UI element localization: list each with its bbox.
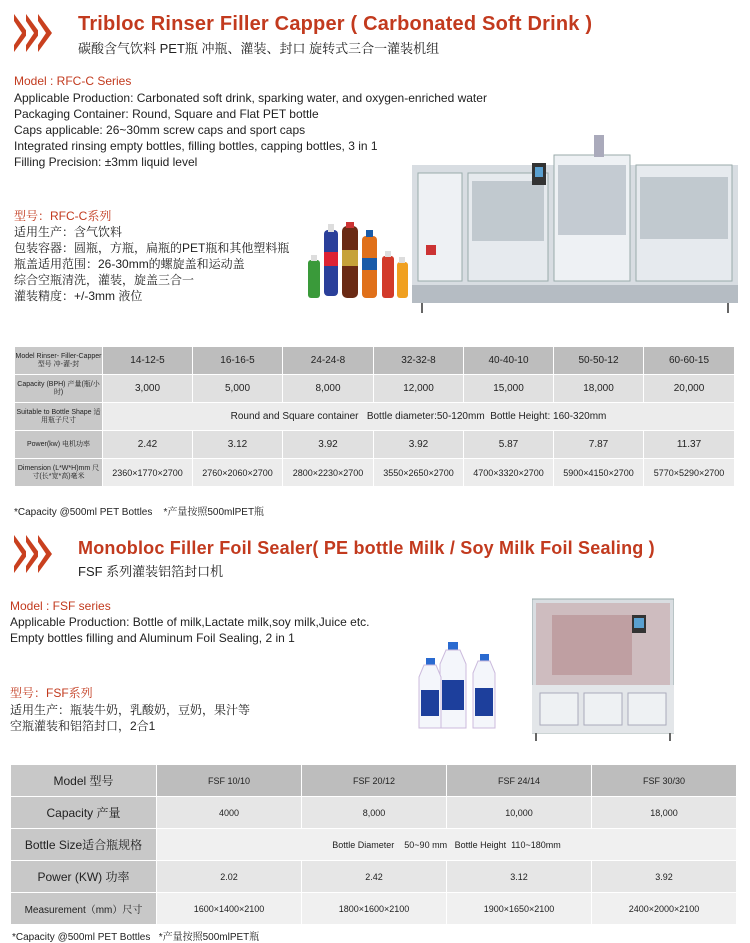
table-row bbox=[15, 431, 735, 459]
table-row bbox=[11, 893, 737, 925]
table-cell: 14-12-5 bbox=[103, 347, 193, 375]
table-cell: 3.92 bbox=[592, 861, 737, 893]
table-cell: 5900×4150×2700 bbox=[554, 459, 644, 487]
table-cell: 2.42 bbox=[302, 861, 447, 893]
spec-line: Packaging Container: Round, Square and Flat PET bottle bbox=[14, 107, 319, 121]
table-cell: 32-32-8 bbox=[374, 347, 464, 375]
table-cell: 24-24-8 bbox=[283, 347, 374, 375]
table-row bbox=[15, 403, 735, 431]
chevron-arrows-icon bbox=[14, 14, 50, 52]
row-header: Measurement（mm）尺寸 bbox=[11, 893, 157, 925]
table-cell: 18,000 bbox=[554, 375, 644, 403]
foil-sealer-machine-image bbox=[532, 593, 674, 743]
table-cell: 2.42 bbox=[103, 431, 193, 459]
table-cell: 5,000 bbox=[193, 375, 283, 403]
table-cell: FSF 20/12 bbox=[302, 765, 447, 797]
spec-line-cn: 瓶盖适用范围：26-30mm的螺旋盖和运动盖 bbox=[14, 257, 245, 271]
row-header: Capacity (BPH) 产量(瓶/小时) bbox=[15, 375, 103, 403]
table-cell: 1600×1400×2100 bbox=[157, 893, 302, 925]
rfc-spec-table bbox=[14, 346, 735, 487]
table-cell: 16-16-5 bbox=[193, 347, 283, 375]
table-cell: 10,000 bbox=[447, 797, 592, 829]
table-cell: 15,000 bbox=[464, 375, 554, 403]
table-cell: 3.92 bbox=[283, 431, 374, 459]
spec-line-cn: 综合空瓶清洗，灌装，旋盖三合一 bbox=[14, 273, 195, 287]
table-cell: 3.92 bbox=[374, 431, 464, 459]
row-header: Model 型号 bbox=[11, 765, 157, 797]
table-cell: 1800×1600×2100 bbox=[302, 893, 447, 925]
soft-drink-bottles-image bbox=[302, 222, 412, 302]
table-cell: FSF 24/14 bbox=[447, 765, 592, 797]
table-row bbox=[11, 829, 737, 861]
row-header: Bottle Size适合瓶规格 bbox=[11, 829, 157, 861]
table-cell: 3,000 bbox=[103, 375, 193, 403]
table-cell: 40-40-10 bbox=[464, 347, 554, 375]
section2-title: Monobloc Filler Foil Sealer( PE bottle Milk / Soy Milk Foil Sealing ) bbox=[78, 538, 655, 558]
row-header: Capacity 产量 bbox=[11, 797, 157, 829]
table-cell: 5.87 bbox=[464, 431, 554, 459]
table-cell: 3550×2650×2700 bbox=[374, 459, 464, 487]
table-cell: Bottle Diameter 50~90 mm Bottle Height 110~180mm bbox=[157, 829, 737, 861]
table-cell: 3.12 bbox=[193, 431, 283, 459]
row-header: Dimension (L*W*H)mm 尺寸(长*宽*高)毫米 bbox=[15, 459, 103, 487]
table-cell: 18,000 bbox=[592, 797, 737, 829]
row-header: Suitable to Bottle Shape 适用瓶子尺寸 bbox=[15, 403, 103, 431]
spec-line-cn: 包装容器：圆瓶，方瓶，扁瓶的PET瓶和其他塑料瓶 bbox=[14, 241, 290, 255]
table-cell: 5770×5290×2700 bbox=[644, 459, 735, 487]
chevron-arrows-icon bbox=[14, 535, 50, 573]
table-cell: 50-50-12 bbox=[554, 347, 644, 375]
row-header: Power (KW) 功率 bbox=[11, 861, 157, 893]
milk-bottles-image bbox=[418, 640, 508, 732]
spec-line: Empty bottles filling and Aluminum Foil Sealing, 2 in 1 bbox=[10, 631, 295, 645]
section1-model-cn: 型号：RFC-C系列 bbox=[14, 209, 112, 223]
spec-line: Caps applicable: 26~30mm screw caps and sport caps bbox=[14, 123, 306, 137]
rinser-filler-capper-machine-image bbox=[412, 135, 738, 313]
table-row bbox=[11, 861, 737, 893]
table-cell: 11.37 bbox=[644, 431, 735, 459]
spec-line: Integrated rinsing empty bottles, filling bottles, capping bottles, 3 in 1 bbox=[14, 139, 378, 153]
table-cell: 20,000 bbox=[644, 375, 735, 403]
table-cell: 2360×1770×2700 bbox=[103, 459, 193, 487]
spec-line: Filling Precision: ±3mm liquid level bbox=[14, 155, 198, 169]
table-cell: 1900×1650×2100 bbox=[447, 893, 592, 925]
section2-model-cn: 型号：FSF系列 bbox=[10, 686, 93, 700]
table-cell: 12,000 bbox=[374, 375, 464, 403]
table-cell: FSF 30/30 bbox=[592, 765, 737, 797]
table-cell: 4000 bbox=[157, 797, 302, 829]
row-header: Model Rinser- Filler-Capper 型号 冲-灌-封 bbox=[15, 347, 103, 375]
section2-subtitle: FSF 系列灌装铝箔封口机 bbox=[78, 564, 224, 579]
table-cell: 8,000 bbox=[302, 797, 447, 829]
table-cell: 2800×2230×2700 bbox=[283, 459, 374, 487]
spec-line-cn: 适用生产：瓶装牛奶，乳酸奶，豆奶，果汁等 bbox=[10, 703, 251, 717]
table-row bbox=[11, 797, 737, 829]
section1-subtitle: 碳酸含气饮料 PET瓶 冲瓶、灌装、封口 旋转式三合一灌装机组 bbox=[78, 41, 440, 56]
section2-note: *Capacity @500ml PET Bottles *产量按照500mlPET瓶 bbox=[12, 932, 260, 943]
table-cell: 8,000 bbox=[283, 375, 374, 403]
spec-line-cn: 适用生产：含气饮料 bbox=[14, 225, 123, 239]
table-cell: FSF 10/10 bbox=[157, 765, 302, 797]
table-cell: 4700×3320×2700 bbox=[464, 459, 554, 487]
section1-note: *Capacity @500ml PET Bottles *产量按照500mlPET瓶 bbox=[14, 507, 265, 518]
fsf-spec-table bbox=[10, 764, 737, 925]
section2-model: Model : FSF series bbox=[10, 599, 111, 613]
section1-model: Model : RFC-C Series bbox=[14, 74, 132, 88]
table-row bbox=[15, 347, 735, 375]
table-row bbox=[11, 765, 737, 797]
spec-line: Applicable Production: Carbonated soft drink, sparking water, and oxygen-enriched water bbox=[14, 91, 487, 105]
table-cell: 3.12 bbox=[447, 861, 592, 893]
table-cell: 2400×2000×2100 bbox=[592, 893, 737, 925]
section1-title: Tribloc Rinser Filler Capper ( Carbonated Soft Drink ) bbox=[78, 13, 593, 35]
table-row bbox=[15, 459, 735, 487]
spec-line: Applicable Production: Bottle of milk,Lactate milk,soy milk,Juice etc. bbox=[10, 615, 370, 629]
table-cell: 2760×2060×2700 bbox=[193, 459, 283, 487]
table-row bbox=[15, 375, 735, 403]
table-cell: 2.02 bbox=[157, 861, 302, 893]
row-header: Power(kw) 电机功率 bbox=[15, 431, 103, 459]
table-cell: Round and Square container Bottle diameter:50-120mm Bottle Height: 160-320mm bbox=[103, 403, 735, 431]
spec-line-cn: 灌装精度：+/-3mm 液位 bbox=[14, 289, 143, 303]
table-cell: 7.87 bbox=[554, 431, 644, 459]
spec-line-cn: 空瓶灌装和铝箔封口，2合1 bbox=[10, 719, 156, 733]
table-cell: 60-60-15 bbox=[644, 347, 735, 375]
